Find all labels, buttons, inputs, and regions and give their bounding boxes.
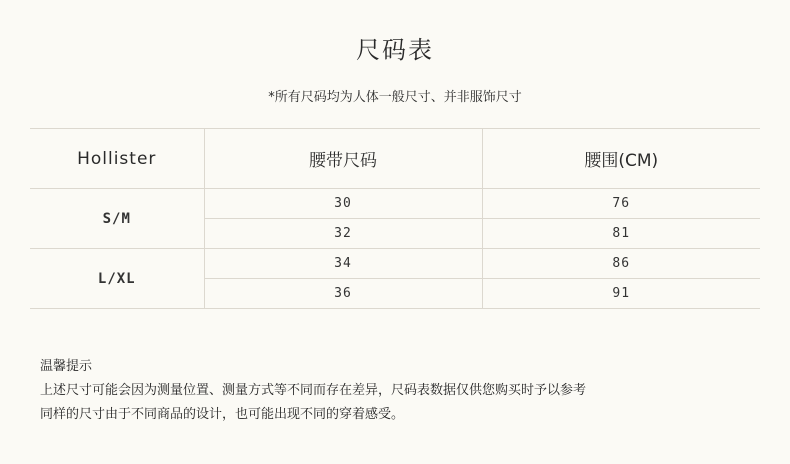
page-subtitle: *所有尺码均为人体一般尺寸、并非服饰尺寸 bbox=[268, 90, 522, 105]
size-group-label: S/M bbox=[30, 189, 204, 249]
table-row bbox=[30, 189, 760, 219]
table-header-row bbox=[30, 129, 760, 189]
tips-section bbox=[40, 355, 586, 427]
size-group-label: L/XL bbox=[30, 249, 204, 309]
waist-cell: 91 bbox=[482, 279, 760, 309]
header-waist-cm: 腰围(CM) bbox=[482, 129, 760, 189]
size-table bbox=[30, 128, 760, 309]
belt-size-cell: 36 bbox=[204, 279, 482, 309]
belt-size-cell: 30 bbox=[204, 189, 482, 219]
tips-line: 上述尺寸可能会因为测量位置、测量方式等不同而存在差异，尺码表数据仅供您购买时予以参考 bbox=[40, 383, 587, 398]
header-belt-size: 腰带尺码 bbox=[204, 129, 482, 189]
belt-size-cell: 32 bbox=[204, 219, 482, 249]
waist-cell: 76 bbox=[482, 189, 760, 219]
header-brand: Hollister bbox=[30, 129, 204, 189]
waist-cell: 86 bbox=[482, 249, 760, 279]
page-title: 尺码表 bbox=[356, 36, 434, 64]
tips-line: 同样的尺寸由于不同商品的设计，也可能出现不同的穿着感受。 bbox=[40, 407, 405, 422]
table-row bbox=[30, 249, 760, 279]
tips-heading: 温馨提示 bbox=[40, 359, 93, 374]
waist-cell: 81 bbox=[482, 219, 760, 249]
belt-size-cell: 34 bbox=[204, 249, 482, 279]
